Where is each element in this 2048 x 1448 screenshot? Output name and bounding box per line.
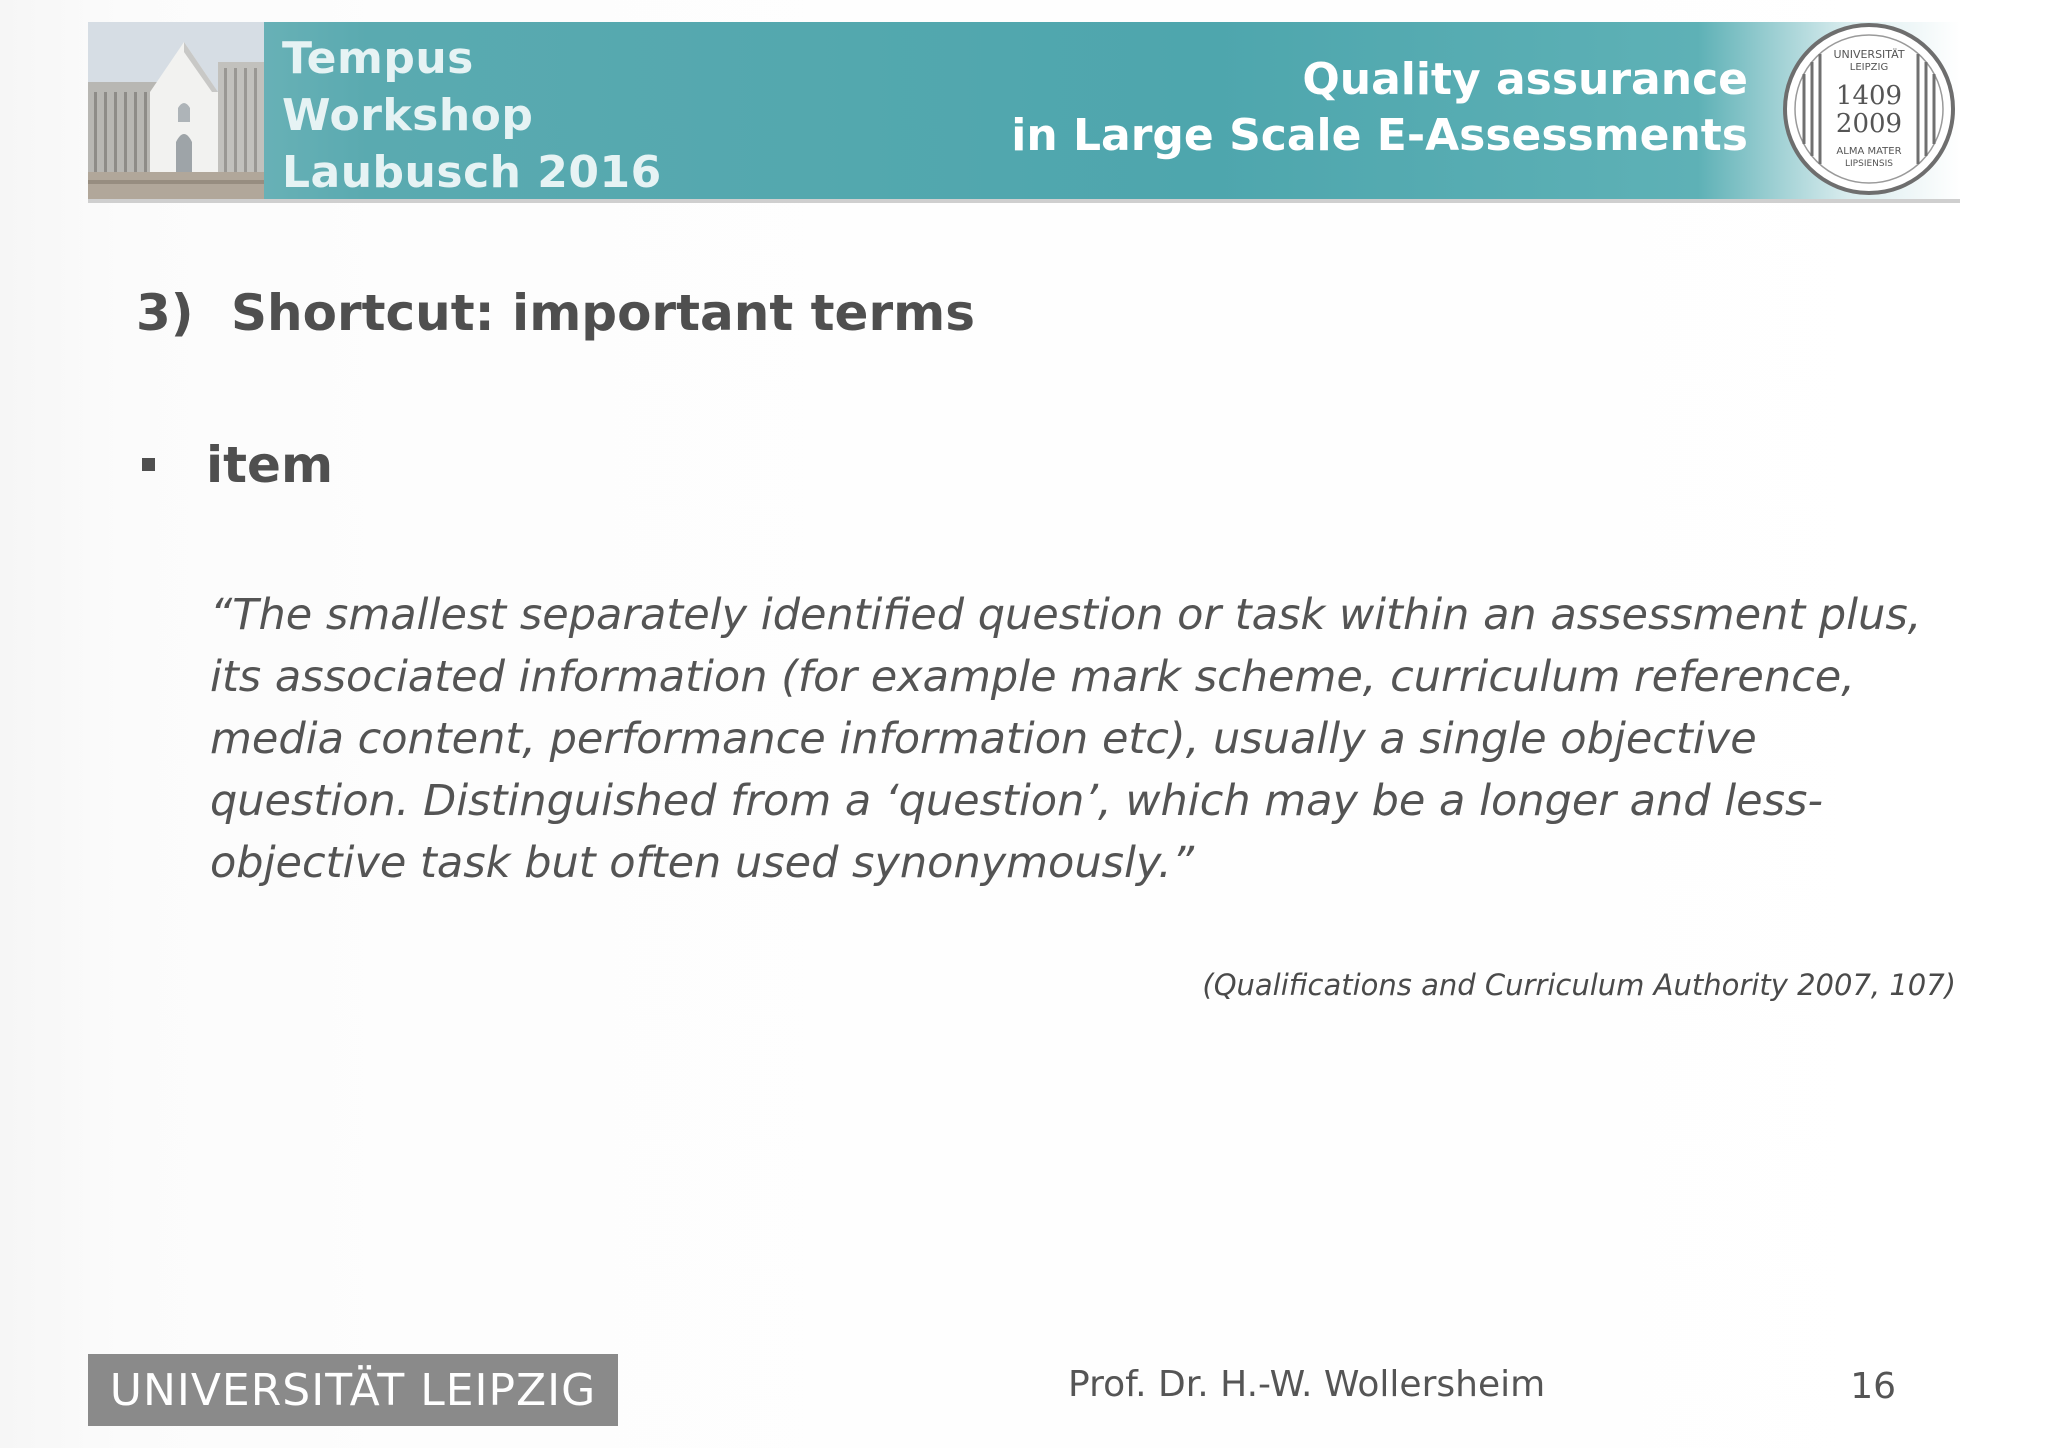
seal-bottom-text-2: LIPSIENSIS	[1845, 159, 1893, 169]
presentation-title	[1011, 52, 1748, 164]
seal-top-text: UNIVERSITÄT	[1833, 48, 1905, 61]
university-logo: UNIVERSITÄT LEIPZIG	[88, 1354, 618, 1426]
workshop-line-3: Laubusch 2016	[282, 147, 662, 198]
bullet-term: item	[206, 436, 334, 494]
header-banner	[88, 22, 1960, 200]
page-number: 16	[1850, 1366, 1896, 1407]
seal-year-founded: 1409	[1835, 81, 1903, 111]
quote-line-3: media content, performance information etc), usually a single objective	[210, 714, 1757, 764]
seal-year-anniversary: 2009	[1835, 109, 1903, 139]
workshop-line-1: Tempus	[282, 33, 474, 84]
presentation-title-line-2: in Large Scale E-Assessments	[1011, 110, 1748, 161]
footer-author: Prof. Dr. H.-W. Wollersheim	[1068, 1364, 1546, 1405]
quote-line-4: question. Distinguished from a ‘question’, which may be a longer and less-	[210, 776, 1823, 826]
seal-top-text-2: LEIPZIG	[1849, 62, 1889, 73]
banner-divider	[88, 199, 1960, 203]
seal-bottom-text: ALMA MATER	[1836, 146, 1902, 157]
quote-line-5: objective task but often used synonymously.”	[210, 838, 1195, 888]
section-number: 3)	[136, 284, 194, 342]
bullet-square-icon	[142, 458, 155, 471]
quote-line-1: “The smallest separately identified question or task within an assessment plus,	[210, 590, 1922, 640]
definition-quote	[210, 584, 1950, 894]
citation: (Qualifications and Curriculum Authority 2007, 107)	[1202, 968, 1956, 1002]
workshop-title	[282, 30, 662, 200]
quote-line-2: its associated information (for example mark scheme, curriculum reference,	[210, 652, 1855, 702]
section-heading	[136, 284, 975, 342]
workshop-line-2: Workshop	[282, 90, 534, 141]
section-title: Shortcut: important terms	[231, 284, 975, 342]
university-seal-logo	[1782, 22, 1956, 196]
presentation-title-line-1: Quality assurance	[1302, 54, 1748, 105]
church-building-image	[88, 22, 264, 200]
